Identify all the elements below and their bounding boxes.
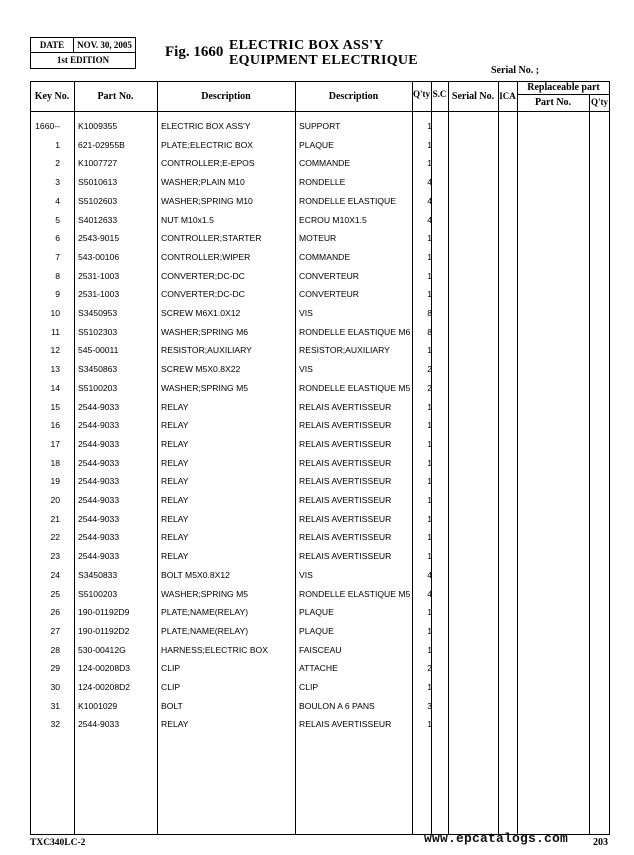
table-row [0,697,634,715]
description-cell: WASHER;SPRING M5 [161,588,249,599]
qty-cell: 4 [427,569,432,580]
qty-cell: 1 [427,438,432,449]
key-no-cell: 7 [55,251,60,262]
qty-cell: 1 [427,345,432,356]
description-fr-cell: COMMANDE [299,251,351,262]
part-no-cell: S5100203 [78,588,118,599]
column-header-description-fr: Description [328,91,379,102]
part-no-cell: 543-00106 [78,251,120,262]
table-row [0,603,634,621]
key-no-cell: 17 [50,438,60,449]
qty-cell: 1 [427,495,432,505]
description-fr-cell: CONVERTEUR [299,270,360,281]
description-fr-cell: RELAIS AVERTISSEUR [299,476,392,487]
qty-cell: 1 [427,251,432,262]
part-no-cell: S5102303 [78,326,118,337]
table-row [0,211,634,229]
qty-cell: 1 [427,289,432,300]
description-cell: PLATE;ELECTRIC BOX [161,139,254,150]
key-no-cell: 4 [55,195,60,206]
part-no-cell: 2531-1003 [78,289,120,300]
key-no-cell: 1660-- [35,121,60,131]
table-row [0,416,634,434]
qty-cell: 1 [427,551,432,562]
table-row [0,566,634,584]
table-row [0,510,634,528]
table-row [0,435,634,453]
date-edition-box [30,37,136,69]
part-no-cell: 530-00412G [78,644,126,655]
key-no-cell: 24 [50,569,60,580]
description-fr-cell: VIS [299,364,313,375]
description-cell: CONTROLLER;E-EPOS [161,158,255,169]
key-no-cell: 12 [50,345,60,356]
qty-cell: 1 [427,158,432,169]
qty-cell: 2 [427,382,432,393]
key-no-cell: 25 [50,588,60,599]
table-row [0,192,634,210]
table-row [0,398,634,416]
description-cell: PLATE;NAME(RELAY) [161,607,249,618]
qty-cell: 1 [427,457,432,468]
description-cell: RELAY [161,420,189,431]
table-row [0,659,634,677]
key-no-cell: 1 [55,139,60,150]
description-cell: RELAY [161,532,189,543]
qty-cell: 4 [427,177,432,188]
table-row [0,472,634,490]
key-no-cell: 29 [50,663,60,674]
column-header-qty: Q'ty [413,89,430,99]
qty-cell: 4 [427,195,432,206]
key-no-cell: 10 [50,308,60,318]
part-no-cell: S3450863 [78,364,118,375]
key-no-cell: 6 [55,233,60,244]
model-code: TXC340LC-2 [30,838,86,848]
description-cell: RELAY [161,551,189,562]
qty-cell: 2 [427,364,432,375]
date-value: NOV. 30, 2005 [77,40,132,50]
column-header-description: Description [201,91,251,102]
qty-cell: 4 [427,214,432,225]
description-cell: SCREW M5X0.8X22 [161,364,241,375]
part-no-cell: 2544-9033 [78,532,120,543]
description-fr-cell: FAISCEAU [299,644,342,655]
description-cell: CONTROLLER;STARTER [161,233,262,244]
table-row [0,491,634,509]
description-fr-cell: ATTACHE [299,663,338,674]
description-fr-cell: SUPPORT [299,121,341,131]
table-row [0,173,634,191]
column-header-part-no: Part No. [97,91,134,102]
description-cell: BOLT [161,700,183,711]
key-no-cell: 22 [50,532,60,543]
key-no-cell: 20 [50,495,60,505]
description-cell: CONVERTER;DC-DC [161,289,245,300]
key-no-cell: 31 [50,700,60,711]
key-no-cell: 9 [55,289,60,300]
description-fr-cell: RESISTOR;AUXILIARY [299,345,390,356]
part-no-cell: 2544-9033 [78,495,120,505]
description-cell: RELAY [161,476,189,487]
part-no-cell: 2544-9033 [78,438,120,449]
part-no-cell: 190-01192D2 [78,625,130,636]
description-fr-cell: RELAIS AVERTISSEUR [299,401,392,412]
table-row [0,229,634,247]
qty-cell: 8 [427,326,432,337]
description-fr-cell: RELAIS AVERTISSEUR [299,495,392,505]
description-cell: WASHER;SPRING M5 [161,382,249,393]
description-fr-cell: VIS [299,308,313,318]
column-header-key-no: Key No. [34,91,70,102]
qty-cell: 1 [427,401,432,412]
qty-cell: 2 [427,663,432,674]
part-no-cell: 2543-9015 [78,233,120,244]
column-header-replaceable-part-no: Part No. [534,97,572,108]
part-no-cell: 124-00208D2 [78,682,131,692]
part-no-cell: K1009355 [78,121,118,131]
part-no-cell: 2531-1003 [78,270,120,281]
description-cell: RELAY [161,495,189,505]
description-fr-cell: RELAIS AVERTISSEUR [299,513,392,524]
part-no-cell: 2544-9033 [78,513,120,524]
qty-cell: 1 [427,682,432,692]
column-header-ica: ICA [499,91,516,101]
key-no-cell: 13 [50,364,60,375]
description-fr-cell: RELAIS AVERTISSEUR [299,551,392,562]
part-no-cell: S5102603 [78,195,118,206]
key-no-cell: 16 [50,420,60,431]
description-cell: CLIP [161,682,181,692]
part-no-cell: 2544-9033 [78,719,120,730]
table-row [0,379,634,397]
key-no-cell: 28 [50,644,60,655]
header-divider [30,111,610,112]
qty-cell: 1 [427,233,432,244]
table-row [0,341,634,359]
description-cell: CLIP [161,663,181,674]
table-row [0,323,634,341]
description-cell: RELAY [161,719,189,730]
qty-cell: 4 [427,588,432,599]
description-cell: PLATE;NAME(RELAY) [161,625,249,636]
part-no-cell: S5010613 [78,177,118,188]
qty-cell: 8 [427,308,432,318]
part-no-cell: 2544-9033 [78,457,120,468]
part-no-cell: S5100203 [78,382,118,393]
description-cell: NUT M10x1.5 [161,214,214,225]
table-row [0,641,634,659]
key-no-cell: 11 [51,326,60,337]
description-cell: CONTROLLER;WIPER [161,251,251,262]
part-no-cell: 124-00208D3 [78,663,131,674]
table-row [0,360,634,378]
description-fr-cell: RELAIS AVERTISSEUR [299,457,392,468]
description-fr-cell: RELAIS AVERTISSEUR [299,719,392,730]
key-no-cell: 19 [50,476,60,487]
key-no-cell: 8 [55,270,60,281]
key-no-cell: 27 [50,625,60,636]
serial-number-label: Serial No. ; [491,65,540,76]
table-row [0,528,634,546]
key-no-cell: 5 [55,214,60,225]
key-no-cell: 26 [50,607,60,618]
description-fr-cell: CLIP [299,682,319,692]
description-cell: SCREW M6X1.0X12 [161,308,241,318]
key-no-cell: 21 [50,513,60,524]
part-no-cell: 545-00011 [78,345,119,356]
description-fr-cell: PLAQUE [299,625,334,636]
key-no-cell: 30 [50,682,60,692]
description-cell: RELAY [161,457,189,468]
description-fr-cell: PLAQUE [299,139,334,150]
qty-cell: 1 [427,532,432,543]
qty-cell: 1 [427,139,432,150]
part-no-cell: 2544-9033 [78,551,120,562]
column-header-sc: S.C [432,89,447,99]
table-row [0,285,634,303]
key-no-cell: 2 [55,158,60,169]
description-fr-cell: RONDELLE ELASTIQUE [299,195,396,206]
qty-cell: 1 [427,625,432,636]
key-no-cell: 32 [50,719,60,730]
qty-cell: 1 [427,607,432,618]
table-row [0,117,634,135]
description-fr-cell: MOTEUR [299,233,337,244]
qty-cell: 1 [427,513,432,524]
part-no-cell: 621-02955B [78,139,125,150]
qty-cell: 1 [427,719,432,730]
description-cell: RESISTOR;AUXILIARY [161,345,252,356]
key-no-cell: 3 [55,177,60,188]
description-cell: HARNESS;ELECTRIC BOX [161,644,268,655]
part-no-cell: 2544-9033 [78,476,120,487]
description-cell: WASHER;PLAIN M10 [161,177,245,188]
part-no-cell: 2544-9033 [78,420,120,431]
description-cell: RELAY [161,438,189,449]
key-no-cell: 15 [50,401,60,412]
key-no-cell: 18 [50,457,60,468]
description-fr-cell: RONDELLE ELASTIQUE M5 [299,382,411,393]
table-row [0,585,634,603]
description-fr-cell: VIS [299,569,313,580]
row-divider [517,94,610,95]
description-fr-cell: RONDELLE ELASTIQUE M5 [299,588,411,599]
table-row [0,154,634,172]
date-label: DATE [31,38,74,53]
table-row [0,248,634,266]
watermark: www.epcatalogs.com [424,831,569,846]
description-cell: CONVERTER;DC-DC [161,270,245,281]
description-fr-cell: COMMANDE [299,158,351,169]
description-cell: ELECTRIC BOX ASS'Y [161,121,251,131]
description-fr-cell: RELAIS AVERTISSEUR [299,532,392,543]
page-number: 203 [593,837,608,848]
table-row [0,267,634,285]
table-row [0,547,634,565]
qty-cell: 1 [427,420,432,431]
table-row [0,715,634,733]
key-no-cell: 23 [50,551,60,562]
table-row [0,454,634,472]
table-row [0,678,634,696]
table-row [0,622,634,640]
edition-label: 1st EDITION [56,55,110,65]
description-fr-cell: ECROU M10X1.5 [299,214,367,225]
part-no-cell: K1007727 [78,158,118,169]
description-fr-cell: CONVERTEUR [299,289,360,300]
part-no-cell: S3450953 [78,308,118,318]
qty-cell: 3 [427,700,432,711]
description-fr-cell: RONDELLE ELASTIQUE M6 [299,326,411,337]
table-row [0,136,634,154]
qty-cell: 1 [427,644,432,655]
description-cell: BOLT M5X0.8X12 [161,569,230,580]
qty-cell: 1 [427,270,432,281]
description-cell: RELAY [161,513,189,524]
part-no-cell: S4012633 [78,214,118,225]
key-no-cell: 14 [50,382,60,393]
figure-number: Fig. 1660 [165,44,224,60]
description-fr-cell: RELAIS AVERTISSEUR [299,420,392,431]
qty-cell: 1 [427,476,432,487]
part-no-cell: 2544-9033 [78,401,120,412]
description-cell: RELAY [161,401,189,412]
description-fr-cell: BOULON A 6 PANS [299,700,375,711]
qty-cell: 1 [427,121,432,131]
description-cell: WASHER;SPRING M6 [161,326,249,337]
column-header-replaceable-qty: Q'ty [591,97,608,107]
description-fr-cell: PLAQUE [299,607,334,618]
part-no-cell: K1001029 [78,700,118,711]
description-fr-cell: RELAIS AVERTISSEUR [299,438,392,449]
part-no-cell: 190-01192D9 [78,607,130,618]
description-cell: WASHER;SPRING M10 [161,195,253,206]
page-title-en: ELECTRIC BOX ASS'Y [229,38,384,53]
page-title-fr: EQUIPMENT ELECTRIQUE [229,53,418,68]
table-row [0,304,634,322]
part-no-cell: S3450833 [78,569,118,580]
column-header-replaceable-part: Replaceable part [527,82,600,93]
column-header-serial-no: Serial No. [451,91,495,102]
description-fr-cell: RONDELLE [299,177,346,188]
